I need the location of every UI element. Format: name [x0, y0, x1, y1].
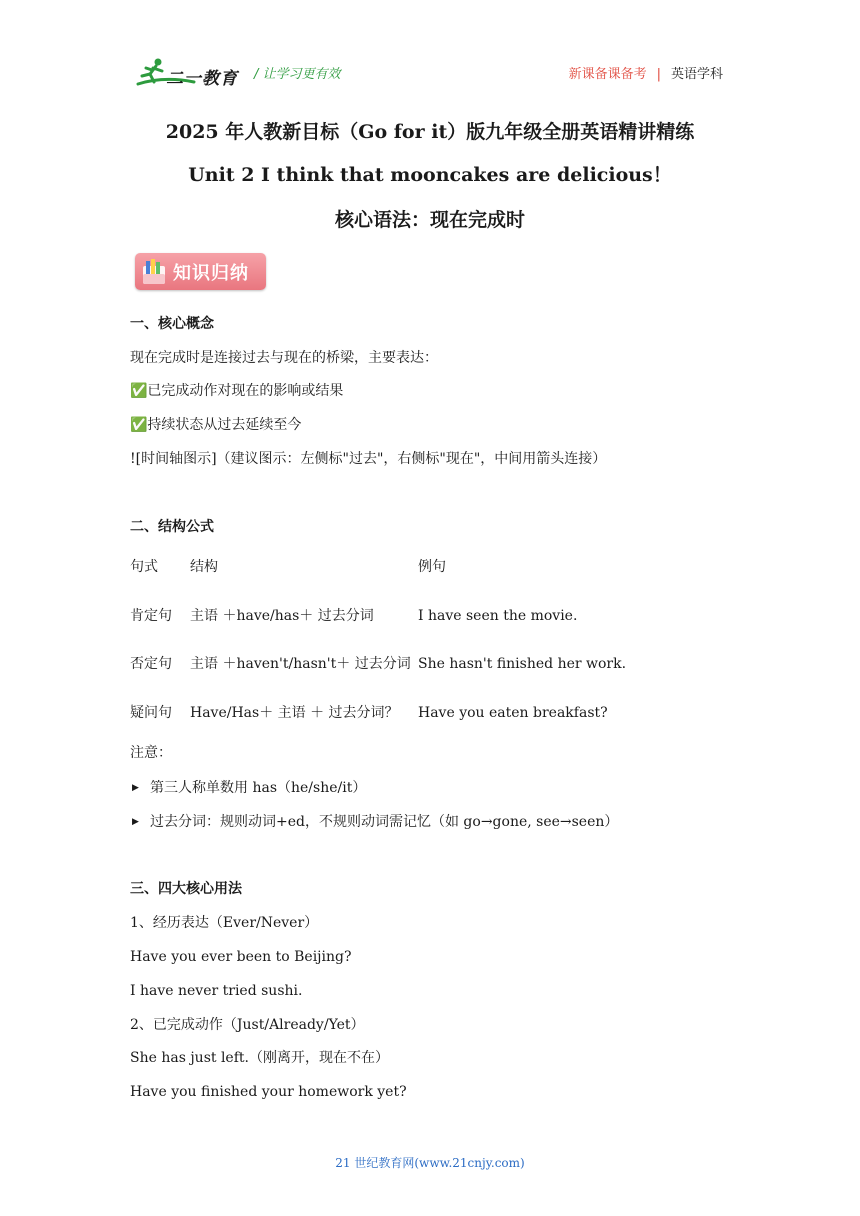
usage-1-title: 1、经历表达（Ever/Never）	[130, 915, 319, 931]
topic-title: 核心语法：现在完成时	[334, 209, 525, 231]
concept-point-1: ✅已完成动作对现在的影响或结果	[130, 383, 344, 399]
document-title: 2025 年人教新目标（Go for it）版九年级全册英语精讲精练	[165, 121, 695, 143]
section-heading-structure: 二、结构公式	[130, 519, 214, 535]
badge-label: 知识归纳	[173, 263, 249, 284]
usage-2-title: 2、已完成动作（Just/Already/Yet）	[130, 1017, 365, 1033]
logo-text: 二一教育	[166, 69, 238, 89]
note-item-1: 第三人称单数用 has（he/she/it）	[150, 780, 367, 796]
usage-2-example-1: She has just left.（刚离开，现在不在）	[130, 1050, 389, 1066]
note-item-2: 过去分词：规则动词+ed，不规则动词需记忆（如 go→gone, see→seen）	[150, 814, 619, 830]
table-header-structure: 结构	[190, 559, 218, 575]
concept-point-2: ✅持续状态从过去延续至今	[130, 417, 302, 433]
table-cell: She hasn't finished her work.	[418, 656, 627, 672]
header-tagline	[569, 63, 723, 82]
table-cell: 否定句	[130, 656, 172, 672]
usage-2-example-2: Have you finished your homework yet?	[130, 1084, 407, 1100]
header-subject: 英语学科	[670, 67, 723, 82]
table-header-type: 句式	[130, 559, 158, 575]
slogan: / 让学习更有效	[254, 67, 341, 82]
table-cell: Have/Has＋ 主语 ＋ 过去分词？	[190, 705, 399, 721]
note-label: 注意：	[130, 745, 172, 761]
footer-link[interactable]: 21 世纪教育网(www.21cnjy.com)	[335, 1156, 525, 1170]
section-heading-concept: 一、核心概念	[130, 316, 214, 332]
header-tagline-left: 新课备课备考	[568, 67, 647, 82]
concept-intro: 现在完成时是连接过去与现在的桥梁，主要表达：	[130, 350, 438, 366]
table-cell: Have you eaten breakfast?	[418, 705, 608, 721]
timeline-image-note: ![时间轴图示]（建议图示：左侧标"过去"，右侧标"现在"，中间用箭头连接）	[130, 451, 607, 467]
table-cell: 肯定句	[130, 608, 172, 624]
unit-title: Unit 2 I think that mooncakes are delicious！	[188, 164, 672, 186]
table-cell: 主语 ＋haven't/hasn't＋ 过去分词	[190, 656, 411, 672]
knowledge-summary-badge	[135, 253, 266, 290]
triangle-bullet-icon: ▶	[132, 817, 139, 827]
table-cell: 疑问句	[130, 705, 172, 721]
table-cell: I have seen the movie.	[418, 608, 578, 624]
table-header-example: 例句	[418, 559, 446, 575]
triangle-bullet-icon: ▶	[132, 783, 139, 793]
usage-1-example-1: Have you ever been to Beijing?	[130, 949, 352, 965]
section-heading-usage: 三、四大核心用法	[130, 881, 242, 897]
book-icon	[141, 258, 167, 286]
header-separator: |	[656, 67, 661, 82]
table-cell: 主语 ＋have/has＋ 过去分词	[190, 608, 374, 624]
usage-1-example-2: I have never tried sushi.	[130, 983, 303, 999]
